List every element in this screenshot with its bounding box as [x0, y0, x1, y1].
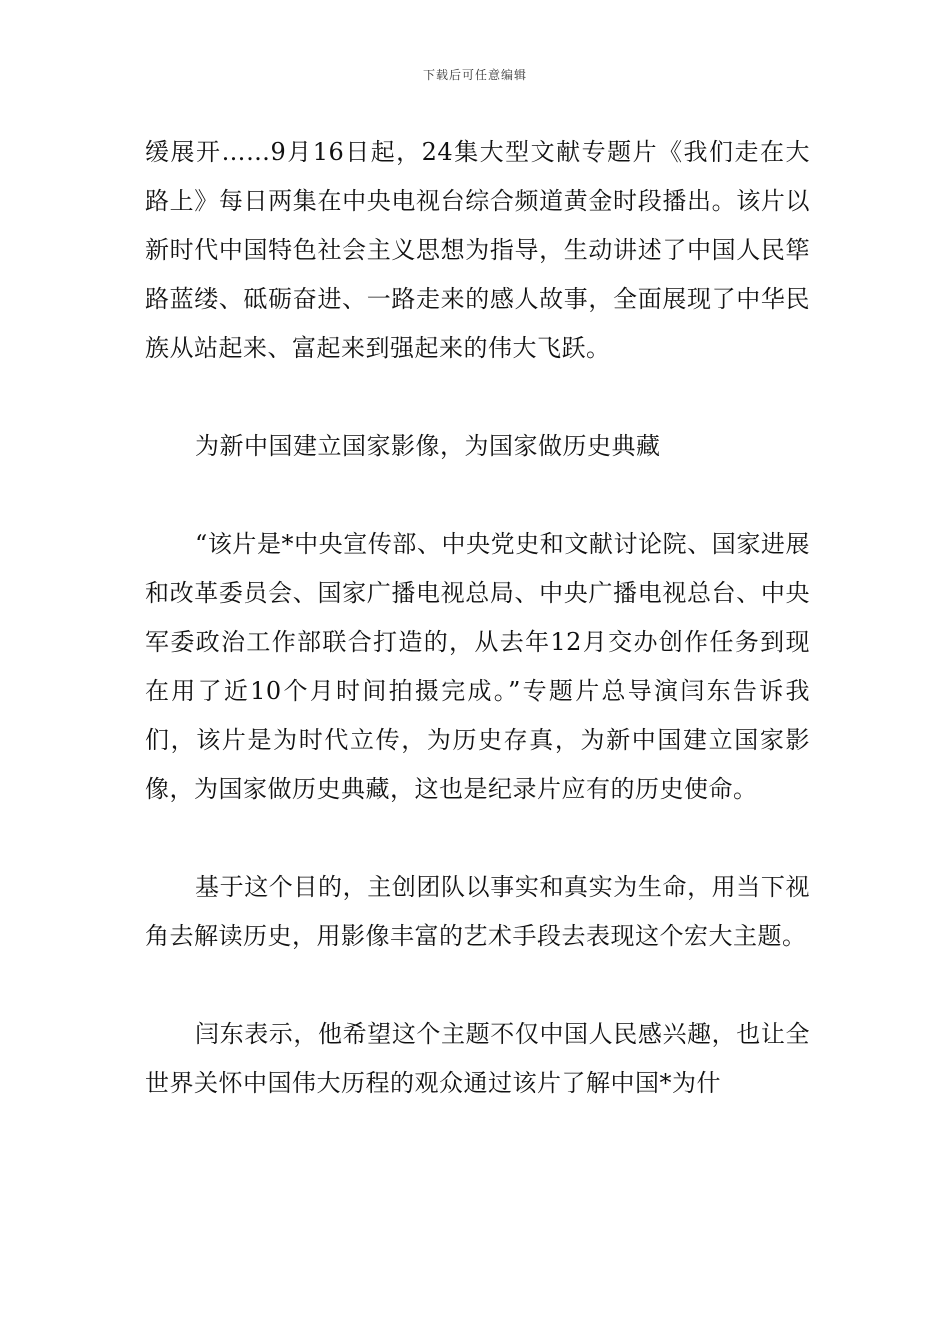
page-header: 下载后可任意编辑 — [422, 68, 527, 82]
paragraph-3: 基于这个目的，主创团队以事实和真实为生命，用当下视角去解读历史，用影像丰富的艺术手段去表现这个宏大主题。 — [145, 873, 810, 950]
section-heading: 为新中国建立国家影像，为国家做历史典藏 — [195, 432, 661, 460]
paragraph-spacer — [145, 961, 810, 1010]
paragraph-1: 缓展开……9月16日起，24集大型文献专题片《我们走在大路上》每日两集在中央电视台综合频道黄金时段播出。该片以新时代中国特色社会主义思想为指导，生动讲述了中国人民筚路蓝缕、砥砺奋进、一路走来的感人故事，全面展现了中华民族从站起来、富起来到强起来的伟大飞跃。 — [145, 138, 810, 362]
document-body — [145, 128, 810, 1108]
paragraph-spacer — [145, 814, 810, 863]
paragraph-spacer — [145, 471, 810, 520]
paragraph-2: “该片是*中央宣传部、中央党史和文献讨论院、国家进展和改革委员会、国家广播电视总局、中央广播电视总台、中央军委政治工作部联合打造的，从去年12月交办创作任务到现在用了近10个月时间拍摄完成。”专题片总导演闫东告诉我们，该片是为时代立传，为历史存真，为新中国建立国家影像，为国家做历史典藏，这也是纪录片应有的历史使命。 — [145, 530, 810, 803]
paragraph-spacer — [145, 373, 810, 422]
paragraph-4: 闫东表示，他希望这个主题不仅中国人民感兴趣，也让全世界关怀中国伟大历程的观众通过该片了解中国*为什 — [145, 1020, 810, 1097]
